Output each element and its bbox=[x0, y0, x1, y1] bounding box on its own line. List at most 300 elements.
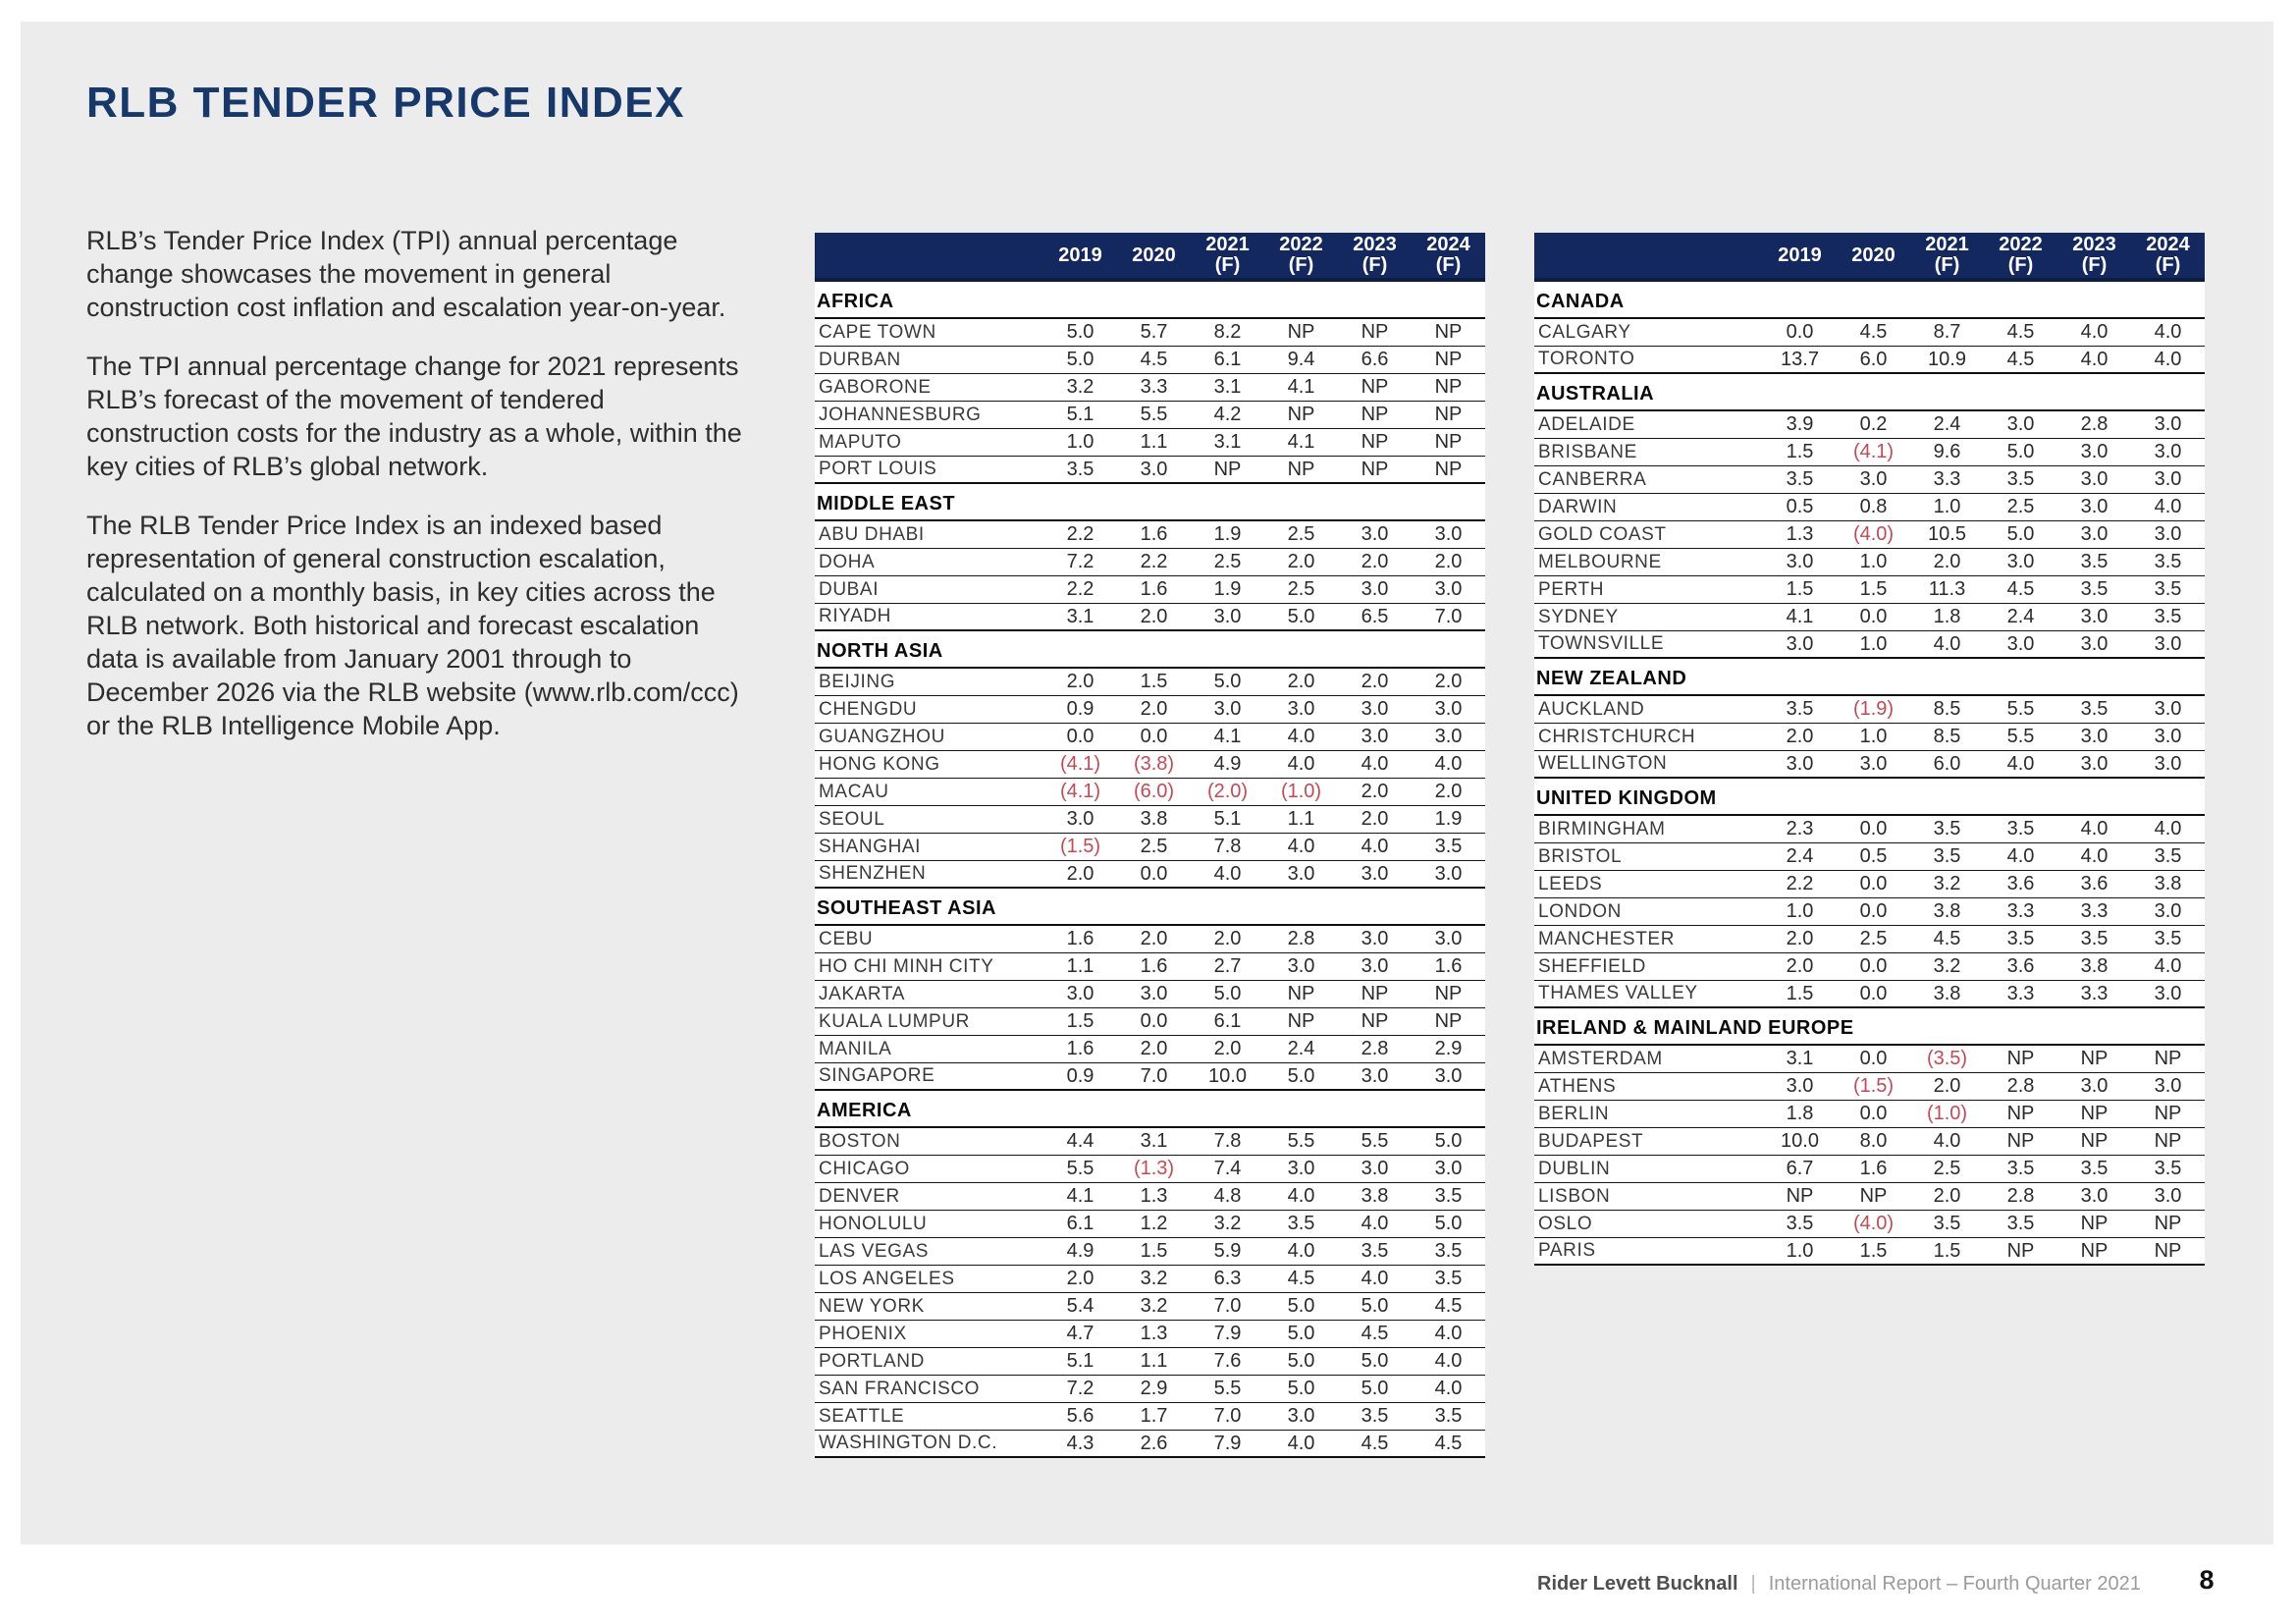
section-header-australia bbox=[1534, 374, 2205, 411]
value-cell: 3.5 bbox=[2154, 551, 2182, 572]
city-cell: AMSTERDAM bbox=[1538, 1048, 1663, 1069]
value-cell: 7.4 bbox=[1213, 1158, 1242, 1179]
value-cell: 3.0 bbox=[1287, 955, 1315, 977]
value-cell: 3.5 bbox=[2006, 468, 2035, 490]
value-cell: 3.2 bbox=[1066, 376, 1095, 398]
city-cell: SEATTLE bbox=[819, 1405, 905, 1427]
year-column-header bbox=[2131, 235, 2205, 276]
value-cell: 0.5 bbox=[1786, 496, 1814, 517]
city-cell: TORONTO bbox=[1538, 349, 1635, 369]
city-cell: JOHANNESBURG bbox=[819, 404, 982, 425]
value-cell: 3.5 bbox=[1434, 1268, 1463, 1289]
value-cell: 3.0 bbox=[1361, 726, 1389, 747]
year-label: 2023 bbox=[2072, 234, 2116, 255]
value-cell: 3.0 bbox=[1361, 928, 1389, 949]
value-cell: 2.8 bbox=[1287, 928, 1315, 949]
value-cell: 3.0 bbox=[1066, 808, 1095, 830]
value-cell: NP bbox=[2154, 1213, 2182, 1234]
value-cell: 3.0 bbox=[2080, 726, 2109, 747]
table-row bbox=[815, 1293, 1485, 1321]
value-cell: 8.0 bbox=[1859, 1130, 1888, 1152]
value-cell: 1.9 bbox=[1213, 578, 1242, 600]
value-cell: NP bbox=[2006, 1130, 2035, 1152]
intro-paragraph-2: The TPI annual percentage change for 2021 represents RLB’s forecast of the movement of tendered construction costs for the industry as a whole, within the key cities of RLB’s global network. bbox=[86, 352, 742, 481]
value-cell: 1.8 bbox=[1786, 1103, 1814, 1124]
value-cell: 6.7 bbox=[1786, 1158, 1814, 1179]
value-cell: 5.0 bbox=[1066, 349, 1095, 370]
value-cell: 6.0 bbox=[1859, 348, 1888, 370]
value-cell: 3.8 bbox=[1933, 982, 1961, 1004]
table-row bbox=[1534, 696, 2205, 724]
value-cell: 3.0 bbox=[1434, 578, 1463, 600]
value-cell: NP bbox=[1434, 458, 1463, 480]
value-cell: 4.1 bbox=[1786, 606, 1814, 627]
value-cell: 0.2 bbox=[1859, 413, 1888, 435]
value-cell: 7.0 bbox=[1140, 1064, 1168, 1087]
city-cell: CANBERRA bbox=[1538, 468, 1647, 490]
value-cell: 3.0 bbox=[2080, 441, 2109, 462]
value-cell: NP bbox=[1361, 458, 1389, 480]
table-row bbox=[815, 576, 1485, 604]
city-cell: WASHINGTON D.C. bbox=[819, 1433, 998, 1453]
value-cell: 4.9 bbox=[1213, 753, 1242, 775]
table-row bbox=[815, 751, 1485, 779]
value-cell: 0.0 bbox=[1140, 1010, 1168, 1032]
section-label: CANADA bbox=[1536, 291, 1625, 312]
value-cell: 2.4 bbox=[2006, 606, 2035, 627]
forecast-label: (F) bbox=[1934, 254, 1960, 276]
value-cell: 3.5 bbox=[1786, 1213, 1814, 1234]
value-cell: 3.3 bbox=[2080, 982, 2109, 1004]
table-row bbox=[815, 1431, 1485, 1458]
value-cell: 3.0 bbox=[1434, 1158, 1463, 1179]
value-cell: NP bbox=[1361, 983, 1389, 1004]
value-cell: 4.0 bbox=[1933, 632, 1961, 655]
table-row bbox=[815, 1266, 1485, 1293]
value-cell: 3.0 bbox=[1434, 726, 1463, 747]
section-header-canada bbox=[1534, 282, 2205, 319]
value-cell: 5.5 bbox=[1213, 1378, 1242, 1399]
value-cell: 6.5 bbox=[1361, 605, 1389, 627]
value-cell: 4.0 bbox=[1361, 1268, 1389, 1289]
value-cell: 1.6 bbox=[1066, 1038, 1095, 1059]
table-row bbox=[1534, 494, 2205, 521]
value-cell: (1.0) bbox=[1280, 781, 1322, 802]
value-cell: NP bbox=[1361, 321, 1389, 343]
value-cell: 3.0 bbox=[1287, 862, 1315, 885]
value-cell: 4.2 bbox=[1213, 404, 1242, 425]
value-cell: 4.4 bbox=[1066, 1130, 1095, 1152]
city-cell: LEEDS bbox=[1538, 873, 1603, 894]
value-cell: 3.5 bbox=[2006, 1213, 2035, 1234]
value-cell: 1.6 bbox=[1066, 928, 1095, 949]
value-cell: 1.5 bbox=[1140, 1240, 1168, 1262]
year-label: 2021 bbox=[1925, 234, 1969, 255]
table-row bbox=[815, 604, 1485, 631]
value-cell: 3.5 bbox=[1434, 1185, 1463, 1207]
city-cell: MACAU bbox=[819, 781, 889, 802]
section-header-new-zealand bbox=[1534, 659, 2205, 696]
value-cell: 3.3 bbox=[2080, 900, 2109, 922]
value-cell: 4.8 bbox=[1213, 1185, 1242, 1207]
value-cell: 4.0 bbox=[1361, 836, 1389, 857]
value-cell: 3.0 bbox=[1287, 698, 1315, 720]
city-cell: MANILA bbox=[819, 1038, 892, 1059]
city-cell: ADELAIDE bbox=[1538, 413, 1635, 435]
year-column-header bbox=[1338, 235, 1412, 276]
forecast-label: (F) bbox=[1435, 254, 1462, 276]
value-cell: 8.7 bbox=[1933, 321, 1961, 343]
city-cell: BRISBANE bbox=[1538, 441, 1637, 462]
value-cell: 5.5 bbox=[1066, 1158, 1095, 1179]
year-column-header bbox=[1910, 235, 1984, 276]
value-cell: 3.0 bbox=[1434, 523, 1463, 545]
value-cell: 4.0 bbox=[1361, 1213, 1389, 1234]
value-cell: 0.0 bbox=[1859, 1048, 1888, 1069]
value-cell: 4.0 bbox=[2006, 845, 2035, 867]
table-row bbox=[815, 806, 1485, 834]
city-cell: SHENZHEN bbox=[819, 863, 927, 884]
section-label: NEW ZEALAND bbox=[1536, 668, 1687, 689]
table-row bbox=[1534, 319, 2205, 347]
footer-report-title: International Report – Fourth Quarter 2021 bbox=[1768, 1573, 2141, 1595]
year-column-header bbox=[2057, 235, 2131, 276]
value-cell: 3.0 bbox=[1859, 468, 1888, 490]
value-cell: 3.0 bbox=[1287, 1405, 1315, 1427]
city-cell: CALGARY bbox=[1538, 321, 1631, 343]
value-cell: 1.7 bbox=[1140, 1405, 1168, 1427]
table-row bbox=[815, 926, 1485, 953]
table-row bbox=[1534, 816, 2205, 843]
city-cell: BERLIN bbox=[1538, 1103, 1610, 1124]
value-cell: 2.0 bbox=[1786, 928, 1814, 949]
value-cell: 3.2 bbox=[1933, 873, 1961, 894]
value-cell: 3.5 bbox=[2154, 606, 2182, 627]
value-cell: 1.6 bbox=[1859, 1158, 1888, 1179]
value-cell: 3.0 bbox=[1434, 1064, 1463, 1087]
value-cell: 4.0 bbox=[2154, 321, 2182, 343]
section-label: MIDDLE EAST bbox=[817, 493, 956, 514]
value-cell: 5.1 bbox=[1213, 808, 1242, 830]
value-cell: 2.0 bbox=[1361, 551, 1389, 572]
value-cell: NP bbox=[2006, 1239, 2035, 1262]
value-cell: 3.5 bbox=[1434, 1240, 1463, 1262]
section-label: AMERICA bbox=[817, 1100, 912, 1121]
value-cell: 3.5 bbox=[1361, 1240, 1389, 1262]
section-label: NORTH ASIA bbox=[817, 640, 943, 662]
value-cell: 1.0 bbox=[1786, 1239, 1814, 1262]
value-cell: 2.8 bbox=[2006, 1075, 2035, 1097]
value-cell: 4.0 bbox=[2080, 818, 2109, 839]
city-cell: KUALA LUMPUR bbox=[819, 1010, 970, 1032]
value-cell: 3.0 bbox=[1140, 458, 1168, 480]
city-cell: BRISTOL bbox=[1538, 845, 1623, 867]
city-cell: GABORONE bbox=[819, 376, 932, 398]
value-cell: 3.5 bbox=[2080, 551, 2109, 572]
value-cell: 2.0 bbox=[1287, 671, 1315, 692]
value-cell: (6.0) bbox=[1133, 781, 1175, 802]
value-cell: 5.5 bbox=[2006, 726, 2035, 747]
value-cell: 6.1 bbox=[1213, 349, 1242, 370]
value-cell: 1.5 bbox=[1859, 578, 1888, 600]
table-row bbox=[1534, 724, 2205, 751]
value-cell: 5.5 bbox=[1140, 404, 1168, 425]
city-cell: CAPE TOWN bbox=[819, 321, 936, 343]
value-cell: NP bbox=[1434, 321, 1463, 343]
table-row bbox=[815, 1211, 1485, 1238]
value-cell: 2.7 bbox=[1213, 955, 1242, 977]
value-cell: 5.0 bbox=[1361, 1378, 1389, 1399]
value-cell: 3.5 bbox=[1933, 1213, 1961, 1234]
value-cell: NP bbox=[2080, 1213, 2109, 1234]
year-label: 2019 bbox=[1058, 244, 1102, 266]
value-cell: 4.0 bbox=[1287, 753, 1315, 775]
value-cell: 5.0 bbox=[1287, 1350, 1315, 1372]
value-cell: 4.0 bbox=[1933, 1130, 1961, 1152]
value-cell: 0.0 bbox=[1859, 982, 1888, 1004]
value-cell: 3.1 bbox=[1213, 376, 1242, 398]
table-row bbox=[1534, 1156, 2205, 1183]
value-cell: 5.0 bbox=[1434, 1213, 1463, 1234]
value-cell: (1.3) bbox=[1133, 1158, 1175, 1179]
section-label: UNITED KINGDOM bbox=[1536, 787, 1717, 809]
value-cell: 3.5 bbox=[1786, 698, 1814, 720]
section-header-southeast-asia bbox=[815, 889, 1485, 926]
city-cell: THAMES VALLEY bbox=[1538, 983, 1698, 1003]
year-label: 2020 bbox=[1851, 244, 1896, 266]
value-cell: 2.5 bbox=[1933, 1158, 1961, 1179]
table-row bbox=[1534, 549, 2205, 576]
value-cell: 3.5 bbox=[1933, 845, 1961, 867]
table-row bbox=[1534, 411, 2205, 439]
section-header-africa bbox=[815, 282, 1485, 319]
year-label: 2023 bbox=[1353, 234, 1397, 255]
section-header-united-kingdom bbox=[1534, 779, 2205, 816]
value-cell: 4.0 bbox=[1213, 862, 1242, 885]
value-cell: 7.8 bbox=[1213, 1130, 1242, 1152]
value-cell: 4.0 bbox=[1287, 726, 1315, 747]
value-cell: 0.0 bbox=[1859, 955, 1888, 977]
table-row bbox=[815, 1321, 1485, 1348]
value-cell: 3.0 bbox=[1786, 752, 1814, 775]
table-row bbox=[1534, 1238, 2205, 1266]
table-row bbox=[815, 1128, 1485, 1156]
value-cell: NP bbox=[1859, 1185, 1888, 1207]
table-row bbox=[815, 1063, 1485, 1091]
value-cell: 5.0 bbox=[1434, 1130, 1463, 1152]
table-row bbox=[1534, 953, 2205, 981]
value-cell: 4.5 bbox=[1933, 928, 1961, 949]
page-title: RLB TENDER PRICE INDEX bbox=[86, 79, 685, 127]
value-cell: 4.1 bbox=[1066, 1185, 1095, 1207]
value-cell: 4.7 bbox=[1066, 1323, 1095, 1344]
city-cell: HONG KONG bbox=[819, 753, 940, 775]
city-cell: GOLD COAST bbox=[1538, 523, 1667, 545]
value-cell: 2.0 bbox=[1066, 862, 1095, 885]
year-column-header bbox=[1117, 245, 1191, 266]
value-cell: 4.5 bbox=[2006, 321, 2035, 343]
value-cell: 2.0 bbox=[1786, 726, 1814, 747]
city-cell: PARIS bbox=[1538, 1240, 1596, 1261]
value-cell: 2.5 bbox=[1213, 551, 1242, 572]
value-cell: 4.0 bbox=[2154, 348, 2182, 370]
year-label: 2022 bbox=[1999, 234, 2043, 255]
value-cell: 1.0 bbox=[1066, 431, 1095, 453]
value-cell: 0.0 bbox=[1859, 606, 1888, 627]
city-cell: MELBOURNE bbox=[1538, 551, 1662, 572]
table-row bbox=[815, 1376, 1485, 1403]
value-cell: 3.0 bbox=[2080, 496, 2109, 517]
value-cell: 6.6 bbox=[1361, 349, 1389, 370]
table-row bbox=[1534, 1211, 2205, 1238]
city-cell: LAS VEGAS bbox=[819, 1240, 930, 1262]
value-cell: 1.5 bbox=[1786, 578, 1814, 600]
year-label: 2024 bbox=[1426, 234, 1470, 255]
value-cell: 10.0 bbox=[1208, 1064, 1247, 1087]
value-cell: 0.0 bbox=[1786, 321, 1814, 343]
table-row bbox=[1534, 1101, 2205, 1128]
value-cell: 3.0 bbox=[2154, 982, 2182, 1004]
table-row bbox=[815, 724, 1485, 751]
value-cell: 3.0 bbox=[2006, 413, 2035, 435]
value-cell: 4.0 bbox=[1287, 836, 1315, 857]
forecast-label: (F) bbox=[2155, 254, 2181, 276]
value-cell: 5.0 bbox=[1066, 321, 1095, 343]
city-cell: GUANGZHOU bbox=[819, 726, 945, 747]
value-cell: 3.5 bbox=[2080, 698, 2109, 720]
value-cell: 2.9 bbox=[1434, 1038, 1463, 1059]
value-cell: 3.3 bbox=[2006, 900, 2035, 922]
table-row bbox=[1534, 751, 2205, 779]
value-cell: 3.0 bbox=[2154, 726, 2182, 747]
value-cell: (3.8) bbox=[1133, 753, 1175, 775]
value-cell: 3.0 bbox=[2154, 1185, 2182, 1207]
value-cell: 3.0 bbox=[1361, 698, 1389, 720]
value-cell: NP bbox=[1361, 404, 1389, 425]
value-cell: NP bbox=[1287, 458, 1315, 480]
value-cell: 2.0 bbox=[1786, 955, 1814, 977]
value-cell: 2.9 bbox=[1140, 1378, 1168, 1399]
table-row bbox=[815, 1403, 1485, 1431]
section-header-north-asia bbox=[815, 631, 1485, 669]
city-cell: CHICAGO bbox=[819, 1158, 910, 1179]
value-cell: 3.0 bbox=[1434, 862, 1463, 885]
value-cell: 7.8 bbox=[1213, 836, 1242, 857]
city-cell: SAN FRANCISCO bbox=[819, 1378, 981, 1399]
value-cell: 2.0 bbox=[1434, 781, 1463, 802]
value-cell: 3.5 bbox=[1361, 1405, 1389, 1427]
footer-separator: | bbox=[1750, 1573, 1756, 1595]
value-cell: 3.0 bbox=[2154, 752, 2182, 775]
value-cell: 3.1 bbox=[1786, 1048, 1814, 1069]
value-cell: 3.0 bbox=[2080, 1075, 2109, 1097]
value-cell: 1.0 bbox=[1859, 632, 1888, 655]
value-cell: 2.0 bbox=[1140, 1038, 1168, 1059]
value-cell: 2.3 bbox=[1786, 818, 1814, 839]
value-cell: 3.2 bbox=[1140, 1295, 1168, 1317]
value-cell: 5.4 bbox=[1066, 1295, 1095, 1317]
table-row bbox=[815, 1238, 1485, 1266]
value-cell: 3.3 bbox=[1933, 468, 1961, 490]
value-cell: NP bbox=[1287, 983, 1315, 1004]
value-cell: 3.0 bbox=[1786, 1075, 1814, 1097]
city-cell: PORT LOUIS bbox=[819, 459, 937, 479]
table-row bbox=[815, 834, 1485, 861]
value-cell: 3.1 bbox=[1140, 1130, 1168, 1152]
table-row bbox=[1534, 898, 2205, 926]
table-row bbox=[1534, 521, 2205, 549]
value-cell: 3.0 bbox=[1213, 698, 1242, 720]
year-column-header bbox=[1984, 235, 2057, 276]
value-cell: 2.0 bbox=[1213, 928, 1242, 949]
value-cell: 10.9 bbox=[1928, 348, 1966, 370]
value-cell: 3.5 bbox=[2006, 818, 2035, 839]
city-cell: RIYADH bbox=[819, 606, 891, 626]
value-cell: 10.0 bbox=[1781, 1130, 1819, 1152]
value-cell: (1.5) bbox=[1059, 836, 1101, 857]
value-cell: 0.9 bbox=[1066, 1064, 1095, 1087]
city-cell: DUBLIN bbox=[1538, 1158, 1611, 1179]
value-cell: 3.2 bbox=[1213, 1213, 1242, 1234]
year-column-header bbox=[1763, 245, 1837, 266]
city-cell: LISBON bbox=[1538, 1185, 1611, 1207]
city-cell: AUCKLAND bbox=[1538, 698, 1645, 720]
city-cell: DURBAN bbox=[819, 349, 901, 370]
value-cell: 4.0 bbox=[1287, 1432, 1315, 1454]
value-cell: 3.5 bbox=[1434, 1405, 1463, 1427]
value-cell: 1.2 bbox=[1140, 1213, 1168, 1234]
value-cell: 2.0 bbox=[1140, 698, 1168, 720]
value-cell: 3.1 bbox=[1066, 605, 1095, 627]
value-cell: 3.0 bbox=[1361, 1064, 1389, 1087]
value-cell: 7.9 bbox=[1213, 1323, 1242, 1344]
value-cell: 4.0 bbox=[2080, 348, 2109, 370]
value-cell: 0.0 bbox=[1859, 818, 1888, 839]
value-cell: NP bbox=[1434, 404, 1463, 425]
value-cell: 3.5 bbox=[2080, 928, 2109, 949]
tpi-table-left bbox=[815, 233, 1485, 1458]
value-cell: 3.2 bbox=[1140, 1268, 1168, 1289]
value-cell: 3.0 bbox=[1859, 752, 1888, 775]
value-cell: (4.1) bbox=[1059, 753, 1101, 775]
value-cell: 1.1 bbox=[1066, 955, 1095, 977]
value-cell: 3.0 bbox=[2080, 752, 2109, 775]
value-cell: 3.0 bbox=[1361, 862, 1389, 885]
value-cell: 3.0 bbox=[2154, 523, 2182, 545]
value-cell: 0.0 bbox=[1859, 900, 1888, 922]
section-label: SOUTHEAST ASIA bbox=[817, 897, 996, 919]
value-cell: 2.0 bbox=[1933, 1185, 1961, 1207]
value-cell: NP bbox=[1361, 376, 1389, 398]
city-cell: MAPUTO bbox=[819, 431, 902, 453]
value-cell: 5.1 bbox=[1066, 404, 1095, 425]
forecast-label: (F) bbox=[2007, 254, 2034, 276]
city-cell: BUDAPEST bbox=[1538, 1130, 1644, 1152]
value-cell: 5.0 bbox=[2006, 523, 2035, 545]
value-cell: 4.5 bbox=[1361, 1323, 1389, 1344]
value-cell: 1.3 bbox=[1786, 523, 1814, 545]
table-row bbox=[1534, 604, 2205, 631]
table-row bbox=[815, 1348, 1485, 1376]
footer bbox=[1537, 1573, 2141, 1596]
value-cell: 3.0 bbox=[2154, 441, 2182, 462]
value-cell: 3.8 bbox=[2080, 955, 2109, 977]
value-cell: 2.0 bbox=[1933, 1075, 1961, 1097]
value-cell: 8.5 bbox=[1933, 726, 1961, 747]
table-row bbox=[1534, 631, 2205, 659]
value-cell: 4.0 bbox=[1287, 1185, 1315, 1207]
value-cell: 2.8 bbox=[2080, 413, 2109, 435]
